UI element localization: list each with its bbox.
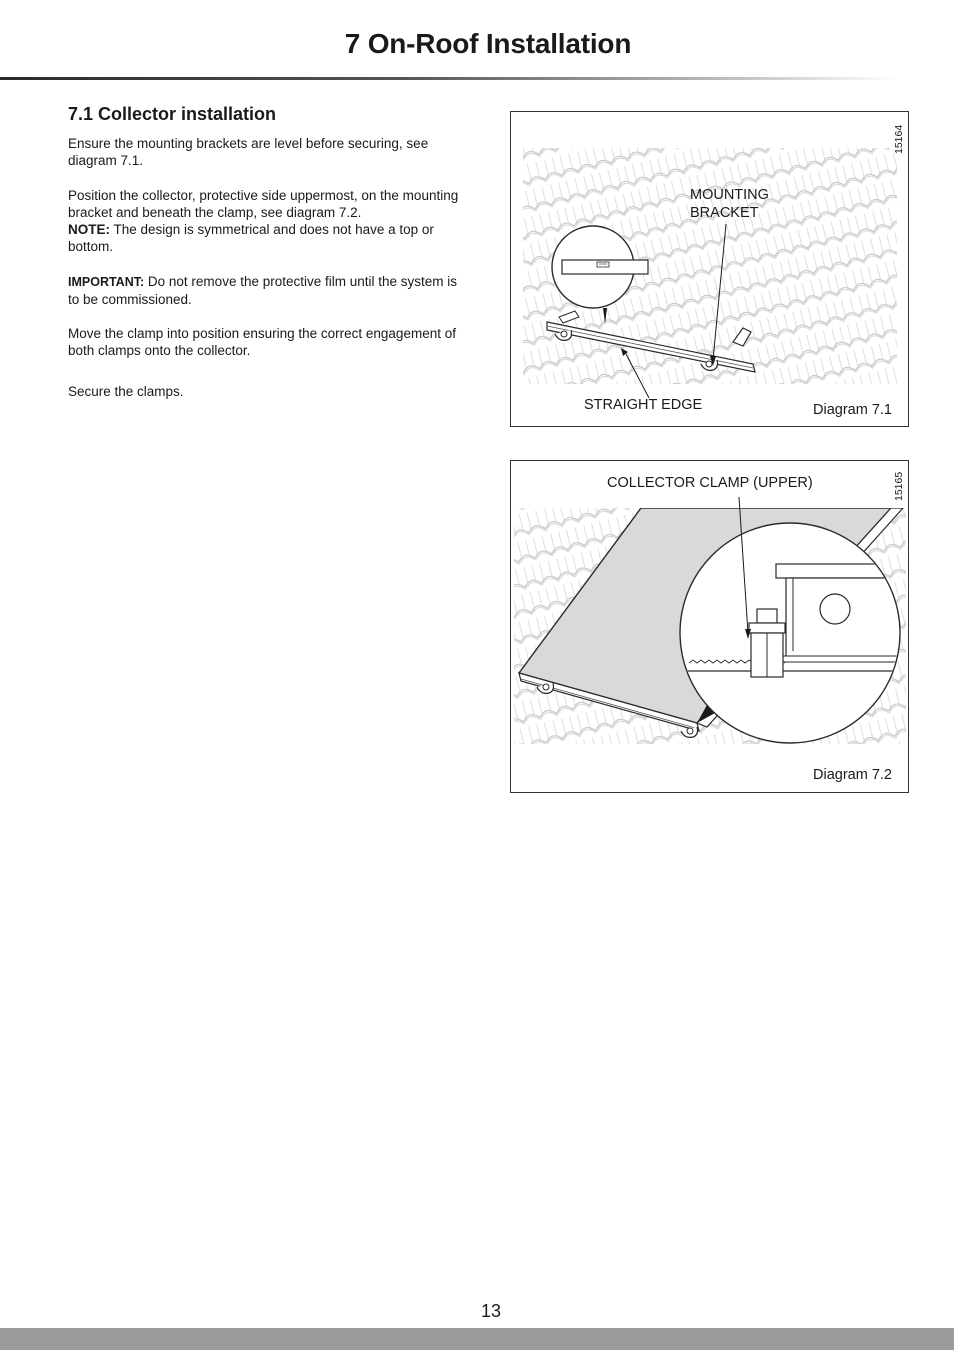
important-label: IMPORTANT: — [68, 275, 145, 289]
diagram-7-1 — [510, 111, 909, 427]
note-label: NOTE: — [68, 222, 110, 237]
diagram-7-1-illustration — [511, 112, 908, 426]
title-rule — [0, 77, 900, 80]
important-paragraph — [68, 273, 468, 308]
diagram-7-2-caption: Diagram 7.2 — [813, 767, 892, 783]
diagram-7-2-illustration — [511, 461, 908, 792]
section-heading: 7.1 Collector installation — [68, 104, 277, 124]
diagram-7-1-caption: Diagram 7.1 — [813, 402, 892, 418]
label-mounting-bracket — [690, 186, 769, 222]
label-collector-clamp: COLLECTOR CLAMP (UPPER) — [607, 475, 813, 491]
page-number: 13 — [480, 1301, 502, 1321]
diagram-7-2 — [510, 460, 909, 793]
instruction-paragraph-2 — [68, 187, 468, 255]
footer-bar — [0, 1328, 954, 1350]
important-text: Do not remove the protective film until the system is to be commissioned. — [68, 274, 458, 307]
diagram-7-1-code: 15164 — [893, 124, 905, 154]
label-mounting-bracket-line-1: MOUNTING — [690, 187, 769, 203]
label-straight-edge: STRAIGHT EDGE — [584, 397, 703, 413]
paragraph-2-text: Position the collector, protective side uppermost, on the mounting bracket and beneath the clamp, see diagram 7.2. — [68, 188, 459, 220]
page-title: 7 On-Roof Installation — [344, 28, 632, 59]
instruction-paragraph-5: Secure the clamps. — [68, 384, 184, 399]
note-text: The design is symmetrical and does not have a top or bottom. — [68, 222, 434, 254]
diagram-7-2-code: 15165 — [893, 471, 905, 501]
label-mounting-bracket-line-2: BRACKET — [690, 205, 759, 221]
instruction-paragraph-1: Ensure the mounting brackets are level before securing, see diagram 7.1. — [68, 136, 429, 168]
instruction-paragraph-4: Move the clamp into position ensuring the correct engagement of both clamps onto the collector. — [68, 326, 456, 358]
